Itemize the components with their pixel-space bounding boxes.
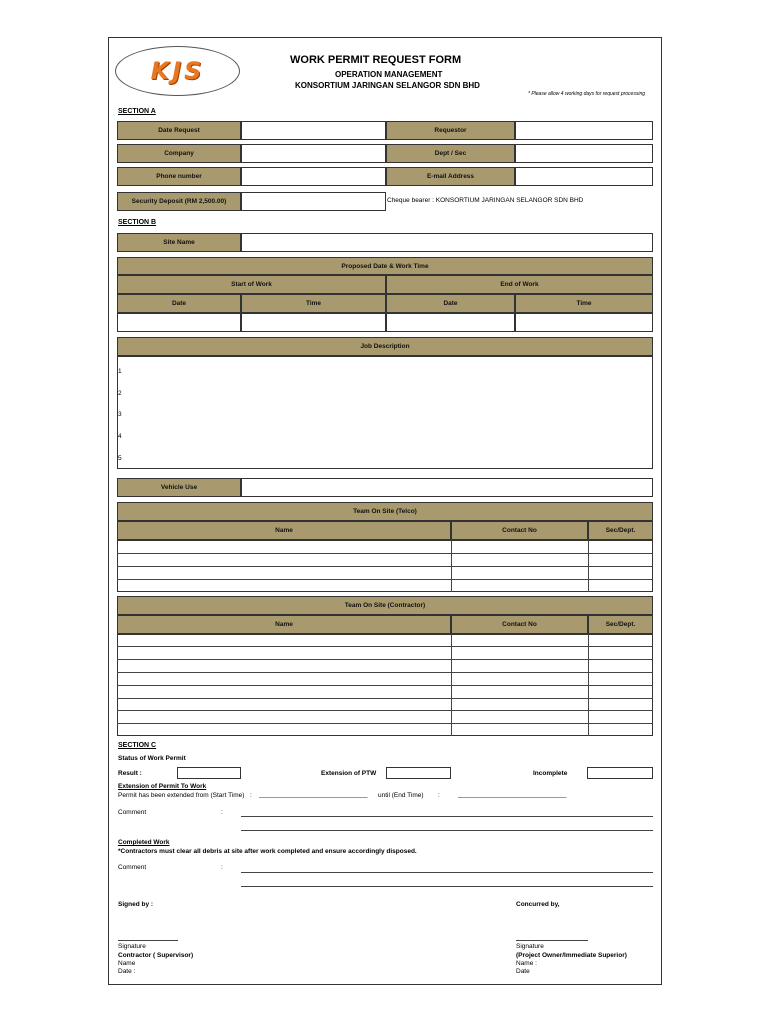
start-time-header: Time	[241, 294, 386, 313]
contractor-row-divider	[117, 646, 653, 647]
contractor-row-divider	[117, 698, 653, 699]
team-contractor-header: Team On Site (Contractor)	[117, 596, 653, 615]
start-time-field[interactable]	[241, 313, 386, 332]
job-description-field[interactable]	[117, 356, 653, 469]
result-checkbox[interactable]	[177, 767, 241, 779]
start-work-header: Start of Work	[117, 275, 386, 294]
job-item-4: 4	[118, 433, 122, 440]
section-b-title: SECTION B	[118, 219, 157, 226]
end-time-blank[interactable]: ______________________________	[458, 791, 567, 798]
proposed-date-header: Proposed Date & Work Time	[117, 257, 653, 275]
phone-field[interactable]	[241, 167, 386, 186]
incomplete-label: Incomplete	[533, 770, 568, 777]
job-item-5: 5	[118, 455, 122, 462]
site-name-field[interactable]	[241, 233, 653, 252]
concurred-by-label: Concurred by,	[516, 901, 560, 908]
start-date-header: Date	[117, 294, 241, 313]
dept-sec-label: Dept / Sec	[386, 144, 515, 163]
until-label: until (End Time)	[378, 792, 424, 799]
signed-by-label: Signed by :	[118, 901, 154, 908]
email-field[interactable]	[515, 167, 653, 186]
comment-colon-2: :	[221, 864, 223, 871]
extension-text: Permit has been extended from (Start Time)	[118, 792, 245, 799]
start-date-field[interactable]	[117, 313, 241, 332]
signature-line-left[interactable]	[118, 940, 178, 941]
email-label: E-mail Address	[386, 167, 515, 186]
date-label-right: Date	[516, 968, 530, 975]
extension-colon-2: :	[438, 792, 440, 799]
completed-title: Completed Work	[118, 839, 170, 846]
telco-row-divider	[117, 553, 653, 554]
team-telco-header: Team On Site (Telco)	[117, 502, 653, 521]
date-request-label: Date Request	[117, 121, 241, 140]
logo-text: KJS	[150, 57, 205, 85]
contractor-secdept-header: Sec/Dept.	[588, 615, 653, 634]
end-time-header: Time	[515, 294, 653, 313]
date-label-left: Date :	[118, 968, 136, 975]
signature-label-left: Signature	[118, 943, 146, 950]
company-label: Company	[117, 144, 241, 163]
extension-title: Extension of Permit To Work	[118, 783, 207, 790]
extension-colon-1: :	[250, 792, 252, 799]
contractor-row-divider	[117, 710, 653, 711]
deposit-field[interactable]	[241, 192, 386, 211]
processing-note: * Please allow 4 working days for request processing	[528, 91, 646, 97]
contractor-row-divider	[117, 723, 653, 724]
job-item-2: 2	[118, 390, 122, 397]
project-owner-label: (Project Owner/Immediate Superior)	[516, 952, 627, 959]
name-label-left: Name	[118, 960, 136, 967]
comment-label-2: Comment	[118, 864, 147, 871]
end-date-header: Date	[386, 294, 515, 313]
vehicle-use-label: Vehicle Use	[117, 478, 241, 497]
contractor-row-divider	[117, 659, 653, 660]
contractor-row-divider	[117, 672, 653, 673]
comment-line-2a[interactable]	[241, 872, 653, 873]
phone-label: Phone number	[117, 167, 241, 186]
site-name-label: Site Name	[117, 233, 241, 252]
requestor-label: Requestor	[386, 121, 515, 140]
form-title: WORK PERMIT REQUEST FORM	[290, 54, 462, 66]
dept-sec-field[interactable]	[515, 144, 653, 163]
cheque-bearer-text: Cheque bearer : KONSORTIUM JARINGAN SELANGOR SDN BHD	[387, 197, 584, 204]
contractor-contact-header: Contact No	[451, 615, 588, 634]
job-description-header: Job Description	[117, 337, 653, 356]
signature-label-right: Signature	[516, 943, 544, 950]
signature-line-right[interactable]	[516, 940, 588, 941]
contractor-name-header: Name	[117, 615, 451, 634]
requestor-field[interactable]	[515, 121, 653, 140]
status-label: Status of Work Permit	[118, 755, 186, 762]
date-request-field[interactable]	[241, 121, 386, 140]
comment-label-1: Comment	[118, 809, 147, 816]
end-time-field[interactable]	[515, 313, 653, 332]
telco-secdept-header: Sec/Dept.	[588, 521, 653, 540]
telco-row-divider	[117, 579, 653, 580]
comment-line-1a[interactable]	[241, 816, 653, 817]
end-work-header: End of Work	[386, 275, 653, 294]
comment-line-2b[interactable]	[241, 886, 653, 887]
kjs-logo	[115, 46, 240, 96]
incomplete-checkbox[interactable]	[587, 767, 653, 779]
result-label: Result :	[118, 770, 142, 777]
extension-ptw-label: Extension of PTW	[321, 770, 377, 777]
contractor-supervisor-label: Contractor ( Supervisor)	[118, 952, 194, 959]
job-item-1: 1	[118, 368, 122, 375]
section-a-title: SECTION A	[118, 108, 156, 115]
contractor-row-divider	[117, 685, 653, 686]
name-label-right: Name :	[516, 960, 537, 967]
extension-ptw-checkbox[interactable]	[386, 767, 451, 779]
end-date-field[interactable]	[386, 313, 515, 332]
comment-colon-1: :	[221, 809, 223, 816]
form-subtitle-2: KONSORTIUM JARINGAN SELANGOR SDN BHD	[295, 81, 480, 90]
form-subtitle-1: OPERATION MANAGEMENT	[335, 70, 443, 79]
completed-text: *Contractors must clear all debris at site after work completed and ensure accordingly disposed.	[118, 848, 417, 855]
comment-line-1b[interactable]	[241, 830, 653, 831]
telco-row-divider	[117, 566, 653, 567]
start-time-blank[interactable]: ______________________________	[259, 791, 368, 798]
job-item-3: 3	[118, 411, 122, 418]
vehicle-use-field[interactable]	[241, 478, 653, 497]
telco-contact-header: Contact No	[451, 521, 588, 540]
telco-name-header: Name	[117, 521, 451, 540]
company-field[interactable]	[241, 144, 386, 163]
deposit-label: Security Deposit (RM 2,500.00)	[117, 192, 241, 211]
section-c-title: SECTION C	[118, 742, 157, 749]
